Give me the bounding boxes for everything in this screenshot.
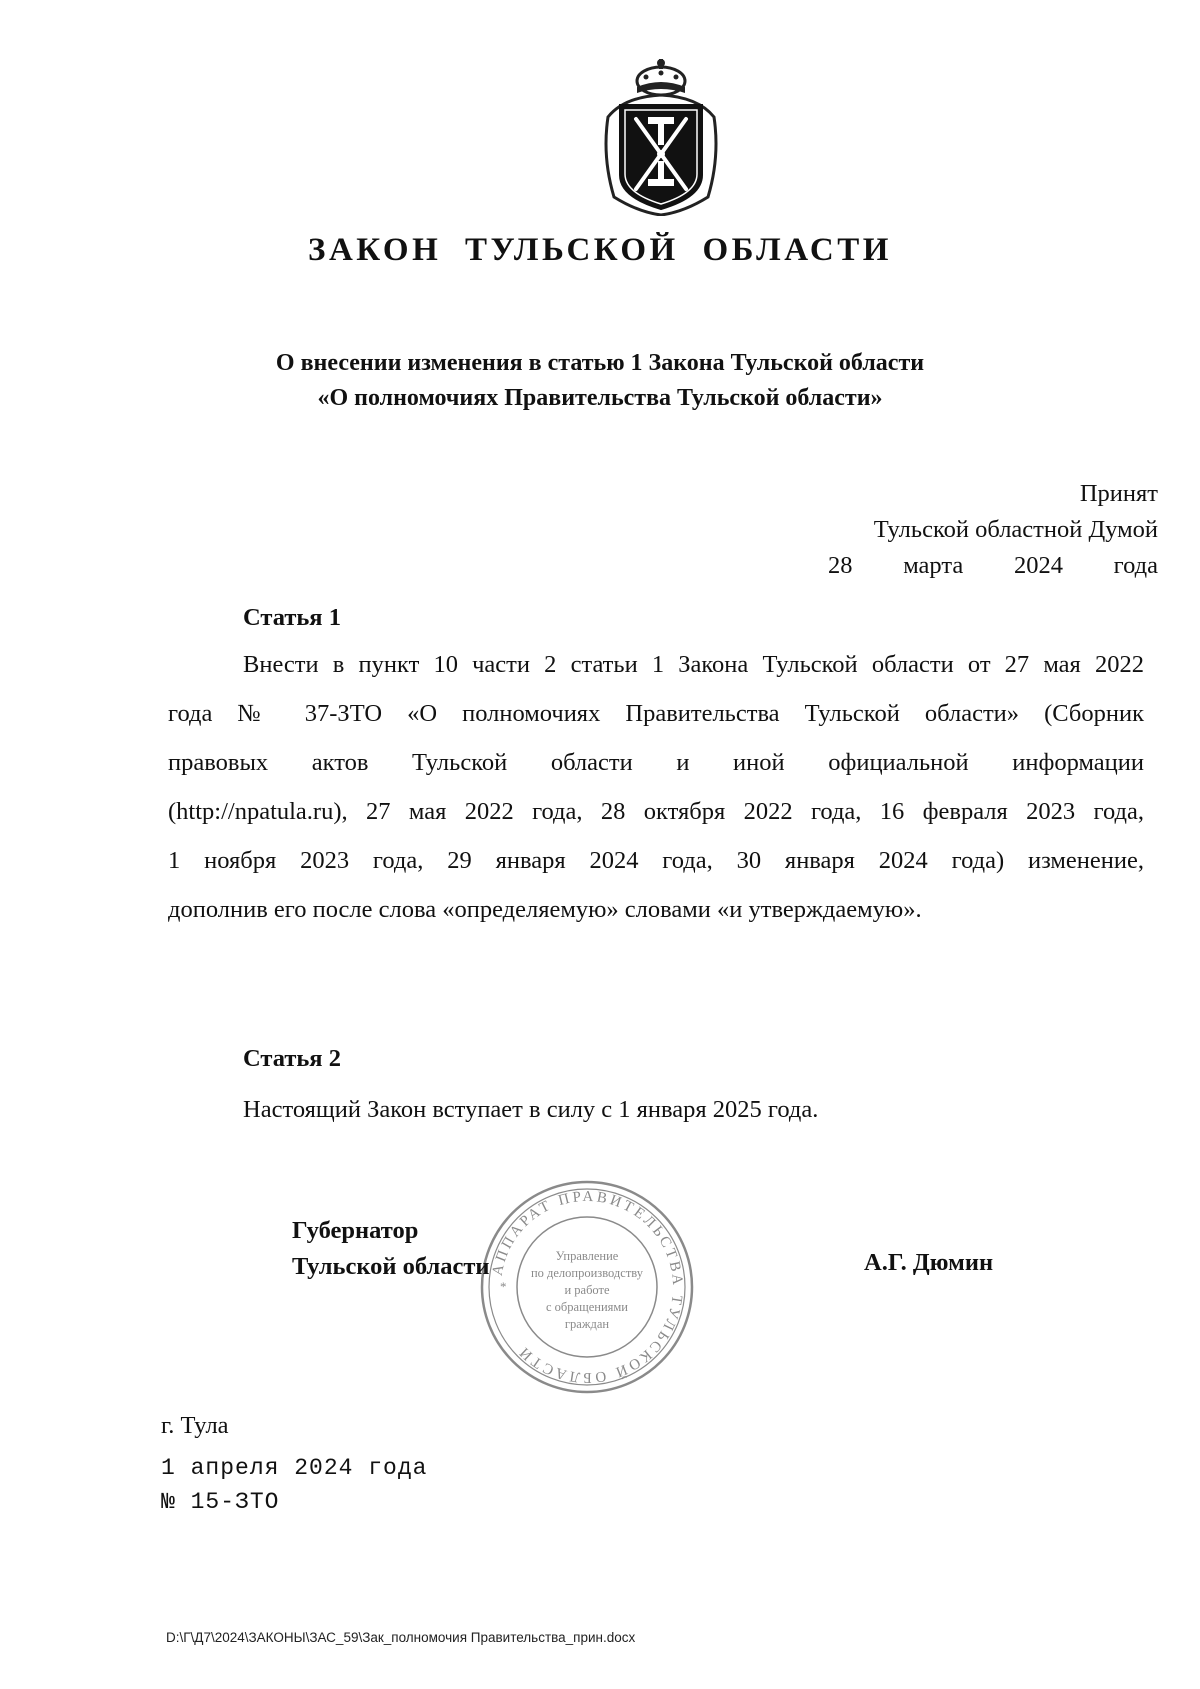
article-1-line: (http://npatula.ru), 27 мая 2022 года, 28 октября 2022 года, 16 февраля 2023 года, <box>168 798 1144 825</box>
article-2-heading: Статья 2 <box>243 1045 341 1072</box>
signing-date: 1 апреля 2024 года <box>161 1455 428 1481</box>
adoption-date <box>828 548 1158 584</box>
law-title: ЗАКОН ТУЛЬСКОЙ ОБЛАСТИ <box>308 232 892 268</box>
file-path: D:\Г\Д7\2024\ЗАКОНЫ\ЗАС_59\Зак_полномочия Правительства_прин.docx <box>166 1630 636 1645</box>
stamp-center-line: с обращениями <box>546 1300 628 1314</box>
signatory-position-line: Тульской области <box>292 1253 490 1280</box>
signatory-position <box>292 1213 490 1285</box>
article-1-heading: Статья 1 <box>243 604 341 631</box>
stamp-center-line: граждан <box>564 1317 610 1331</box>
svg-text:*: * <box>500 1279 507 1294</box>
subtitle-line: «О полномочиях Правительства Тульской области» <box>317 385 883 411</box>
signatory-position-line: Губернатор <box>292 1217 419 1244</box>
stamp-ring-text: АППАРАТ ПРАВИТЕЛЬСТВА ТУЛЬСКОЙ ОБЛАСТИ <box>489 1188 686 1386</box>
place-of-signing: г. Тула <box>161 1412 229 1439</box>
article-2-text: Настоящий Закон вступает в силу с 1 января 2025 года. <box>243 1096 819 1123</box>
coat-of-arms-emblem <box>598 57 724 216</box>
official-seal-stamp <box>478 1178 696 1396</box>
article-1-line: дополнив его после слова «определяемую» словами «и утверждаемую». <box>168 896 922 923</box>
article-1-body <box>168 640 1144 934</box>
article-1-line: 1 ноября 2023 года, 29 января 2024 года, 30 января 2024 года) изменение, <box>168 847 1144 874</box>
signatory-name: А.Г. Дюмин <box>864 1249 994 1276</box>
adoption-year-word: года <box>1113 552 1158 579</box>
adopted-label: Принят <box>1079 480 1158 507</box>
adopted-by: Тульской областной Думой <box>873 516 1158 543</box>
article-1-line: правовых актов Тульской области и иной официальной информации <box>168 749 1144 776</box>
stamp-center-line: и работе <box>564 1283 610 1297</box>
subtitle-line: О внесении изменения в статью 1 Закона Тульской области <box>275 350 925 376</box>
adoption-month: марта <box>903 552 964 579</box>
stamp-center-line: Управление <box>555 1249 619 1263</box>
adoption-year: 2024 <box>1013 552 1063 579</box>
law-number: № 15-ЗТО <box>161 1489 280 1515</box>
article-1-line: года № 37-ЗТО «О полномочиях Правительства Тульской области» (Сборник <box>168 700 1144 727</box>
article-1-text <box>168 640 1144 934</box>
adoption-block <box>828 476 1158 584</box>
adoption-day: 28 <box>828 552 853 579</box>
article-1-line: Внести в пункт 10 части 2 статьи 1 Закона Тульской области от 27 мая 2022 <box>243 651 1144 678</box>
law-subtitle <box>0 346 1200 416</box>
stamp-center-line: по делопроизводству <box>530 1266 644 1280</box>
